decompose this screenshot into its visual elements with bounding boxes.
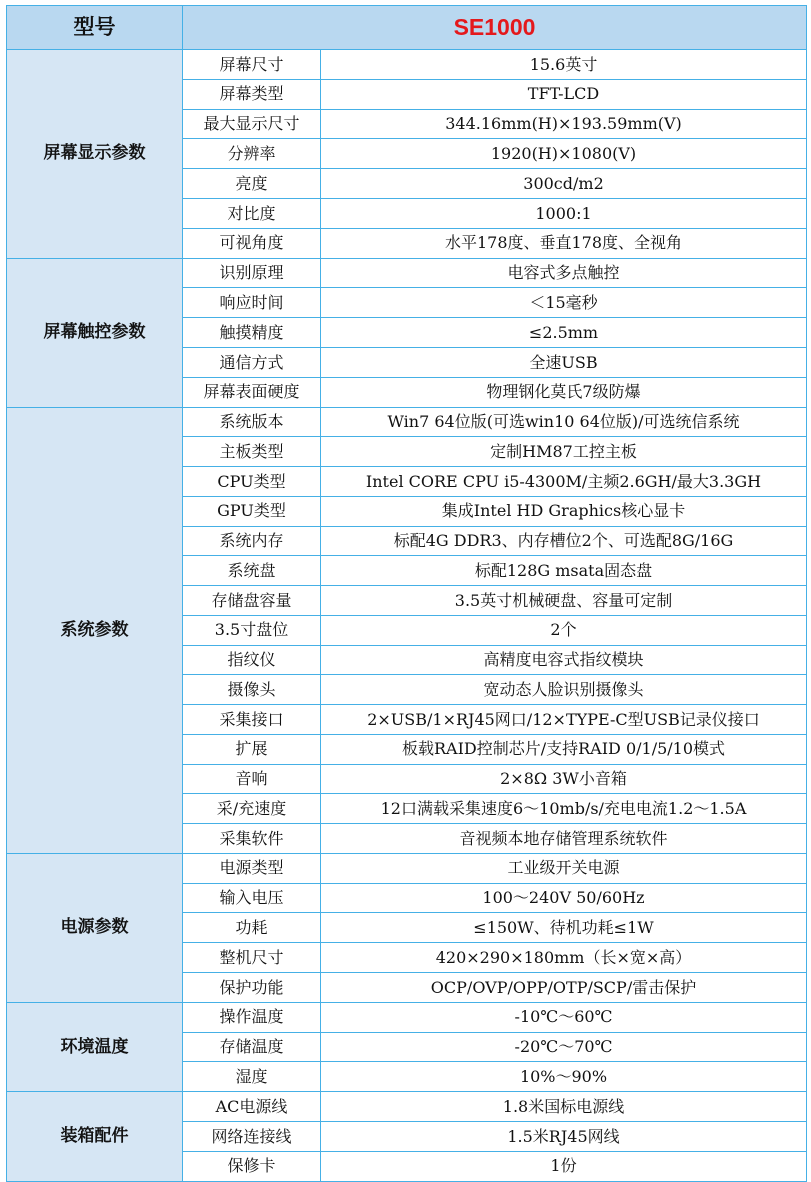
param-value: Win7 64位版(可选win10 64位版)/可选统信系统 [321,407,807,437]
param-value: 水平178度、垂直178度、全视角 [321,228,807,258]
param-name: 采集软件 [183,824,321,854]
param-value: 1920(H)×1080(V) [321,139,807,169]
param-name: 通信方式 [183,347,321,377]
param-name: 亮度 [183,169,321,199]
param-value: 100～240V 50/60Hz [321,883,807,913]
param-name: 采/充速度 [183,794,321,824]
param-name: 响应时间 [183,288,321,318]
param-name: 识别原理 [183,258,321,288]
param-name: 电源类型 [183,853,321,883]
param-name: 屏幕表面硬度 [183,377,321,407]
section-category: 屏幕显示参数 [7,50,183,259]
param-name: CPU类型 [183,467,321,497]
spec-body [7,50,807,1182]
param-name: 保修卡 [183,1151,321,1181]
param-value: TFT-LCD [321,79,807,109]
param-value: 3.5英寸机械硬盘、容量可定制 [321,586,807,616]
param-name: 对比度 [183,198,321,228]
param-name: 触摸精度 [183,318,321,348]
param-value: 标配4G DDR3、内存槽位2个、可选配8G/16G [321,526,807,556]
table-row [7,258,807,288]
param-name: 功耗 [183,913,321,943]
table-row [7,407,807,437]
param-value: 工业级开关电源 [321,853,807,883]
param-name: 屏幕尺寸 [183,50,321,80]
param-value: 音视频本地存储管理系统软件 [321,824,807,854]
param-name: 系统版本 [183,407,321,437]
model-value: SE1000 [183,6,807,50]
param-value: 全速USB [321,347,807,377]
param-value: ＜15毫秒 [321,288,807,318]
param-name: 摄像头 [183,675,321,705]
param-name: 分辨率 [183,139,321,169]
param-value: 定制HM87工控主板 [321,437,807,467]
param-value: 420×290×180mm（长×宽×高） [321,943,807,973]
param-value: 15.6英寸 [321,50,807,80]
param-name: 保护功能 [183,973,321,1003]
param-name: 输入电压 [183,883,321,913]
param-value: 2×8Ω 3W小音箱 [321,764,807,794]
param-name: 存储盘容量 [183,586,321,616]
table-row [7,1002,807,1032]
table-row [7,853,807,883]
param-value: OCP/OVP/OPP/OTP/SCP/雷击保护 [321,973,807,1003]
section-category: 环境温度 [7,1002,183,1091]
param-value: 1.8米国标电源线 [321,1092,807,1122]
param-value: 300cd/m2 [321,169,807,199]
param-value: -20℃～70℃ [321,1032,807,1062]
param-name: 操作温度 [183,1002,321,1032]
param-value: 1份 [321,1151,807,1181]
param-value: 电容式多点触控 [321,258,807,288]
param-name: 采集接口 [183,705,321,735]
spec-table [6,5,807,1182]
param-name: 3.5寸盘位 [183,615,321,645]
section-category: 屏幕触控参数 [7,258,183,407]
param-name: 存储温度 [183,1032,321,1062]
section-category: 装箱配件 [7,1092,183,1181]
table-row [7,1092,807,1122]
param-value: 2个 [321,615,807,645]
param-name: 扩展 [183,734,321,764]
param-name: 系统内存 [183,526,321,556]
param-name: 系统盘 [183,556,321,586]
param-value: ≤150W、待机功耗≤1W [321,913,807,943]
param-value: 344.16mm(H)×193.59mm(V) [321,109,807,139]
model-label: 型号 [7,6,183,50]
param-value: 10%～90% [321,1062,807,1092]
param-name: 主板类型 [183,437,321,467]
param-name: 屏幕类型 [183,79,321,109]
param-value: 12口满载采集速度6～10mb/s/充电电流1.2～1.5A [321,794,807,824]
param-value: 集成Intel HD Graphics核心显卡 [321,496,807,526]
param-name: 整机尺寸 [183,943,321,973]
param-name: GPU类型 [183,496,321,526]
section-category: 电源参数 [7,853,183,1002]
param-name: 可视角度 [183,228,321,258]
param-value: ≤2.5mm [321,318,807,348]
param-value: 物理钢化莫氏7级防爆 [321,377,807,407]
param-value: 1000:1 [321,198,807,228]
table-row [7,50,807,80]
section-category: 系统参数 [7,407,183,853]
param-value: 高精度电容式指纹模块 [321,645,807,675]
param-value: 标配128G msata固态盘 [321,556,807,586]
param-value: 2×USB/1×RJ45网口/12×TYPE-C型USB记录仪接口 [321,705,807,735]
param-name: 湿度 [183,1062,321,1092]
param-name: 指纹仪 [183,645,321,675]
param-name: 最大显示尺寸 [183,109,321,139]
table-header-row [7,6,807,50]
param-value: 板载RAID控制芯片/支持RAID 0/1/5/10模式 [321,734,807,764]
param-name: AC电源线 [183,1092,321,1122]
param-name: 音响 [183,764,321,794]
param-value: 宽动态人脸识别摄像头 [321,675,807,705]
param-name: 网络连接线 [183,1121,321,1151]
param-value: Intel CORE CPU i5-4300M/主频2.6GH/最大3.3GH [321,467,807,497]
param-value: 1.5米RJ45网线 [321,1121,807,1151]
param-value: -10℃～60℃ [321,1002,807,1032]
